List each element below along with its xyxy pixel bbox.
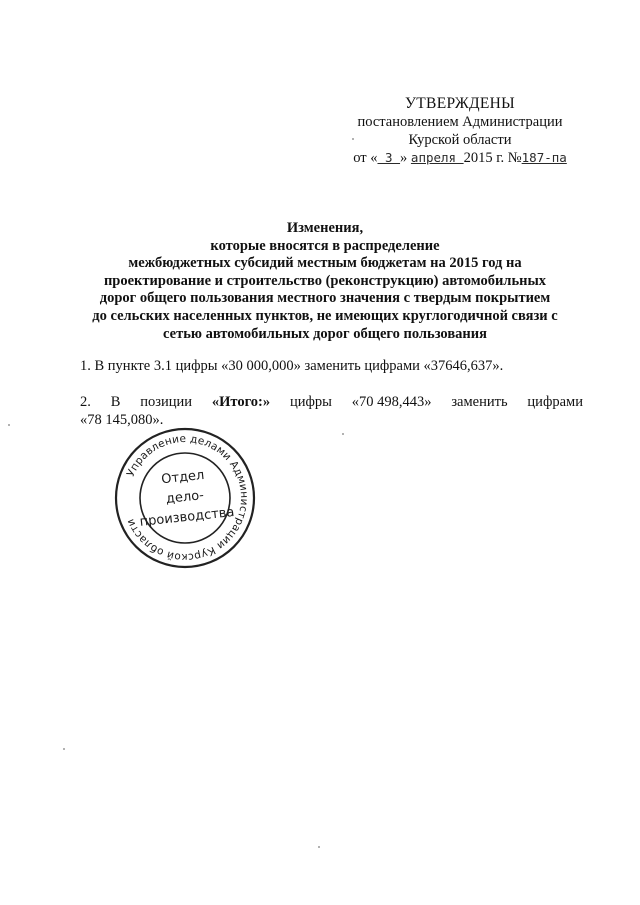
date-prefix: от « bbox=[353, 150, 378, 166]
changes-line: межбюджетных субсидий местным бюджетам на 2015 год на bbox=[128, 255, 522, 272]
paragraph-1: 1. В пункте 3.1 цифры «30 000,000» заменить цифрами «37646,637». bbox=[80, 358, 504, 374]
scan-speck bbox=[63, 748, 65, 750]
date-month: апреля bbox=[410, 150, 464, 165]
date-day: 3 bbox=[377, 150, 401, 165]
paragraph-2-word: цифрами bbox=[527, 394, 583, 410]
scan-speck bbox=[342, 433, 344, 435]
scan-speck bbox=[352, 138, 354, 140]
changes-heading bbox=[60, 220, 590, 343]
date-mid: » bbox=[400, 150, 411, 166]
changes-line: проектирование и строительство (реконструкцию) автомобильных bbox=[103, 272, 547, 289]
paragraph-2-new-value: «78 145,080». bbox=[80, 412, 164, 428]
approval-line-2: Курской области bbox=[408, 132, 512, 148]
approval-date-line bbox=[330, 149, 590, 167]
stamp-center-line: Отдел bbox=[160, 467, 206, 488]
changes-line: дорог общего пользования местного значения с твердым покрытием bbox=[99, 290, 551, 307]
scan-speck bbox=[318, 846, 320, 848]
changes-line: сетью автомобильных дорог общего пользования bbox=[163, 325, 487, 342]
stamp-center-line: дело- bbox=[165, 488, 205, 507]
changes-line: до сельских населенных пунктов, не имеющих круглогодичной связи с bbox=[92, 307, 558, 324]
paragraph-2-word: позиции bbox=[140, 394, 193, 410]
approval-heading: УТВЕРЖДЕНЫ bbox=[405, 95, 515, 112]
date-year: 2015 г. № bbox=[463, 150, 522, 166]
paragraph-2-old-value: «70 498,443» bbox=[351, 394, 432, 410]
paragraph-2-word: цифры bbox=[289, 394, 332, 410]
document-number: 187-па bbox=[521, 150, 567, 165]
paragraph-2-number: 2. bbox=[80, 394, 91, 410]
approval-block bbox=[330, 95, 590, 167]
paragraph-2-word: В bbox=[110, 394, 121, 410]
paragraph-2-line-1 bbox=[80, 393, 583, 411]
paragraph-2-word: заменить bbox=[451, 394, 508, 410]
changes-line: которые вносятся в распределение bbox=[210, 237, 440, 254]
changes-title: Изменения, bbox=[286, 220, 364, 236]
stamp-ring-text: Управление делами Администрации Курской области bbox=[124, 432, 251, 564]
stamp-center-line: производства bbox=[138, 504, 236, 530]
department-stamp bbox=[110, 423, 260, 573]
scan-speck bbox=[8, 424, 10, 426]
paragraph-2-itogo: «Итого:» bbox=[211, 394, 271, 410]
approval-line-1: постановлением Администрации bbox=[357, 114, 563, 130]
